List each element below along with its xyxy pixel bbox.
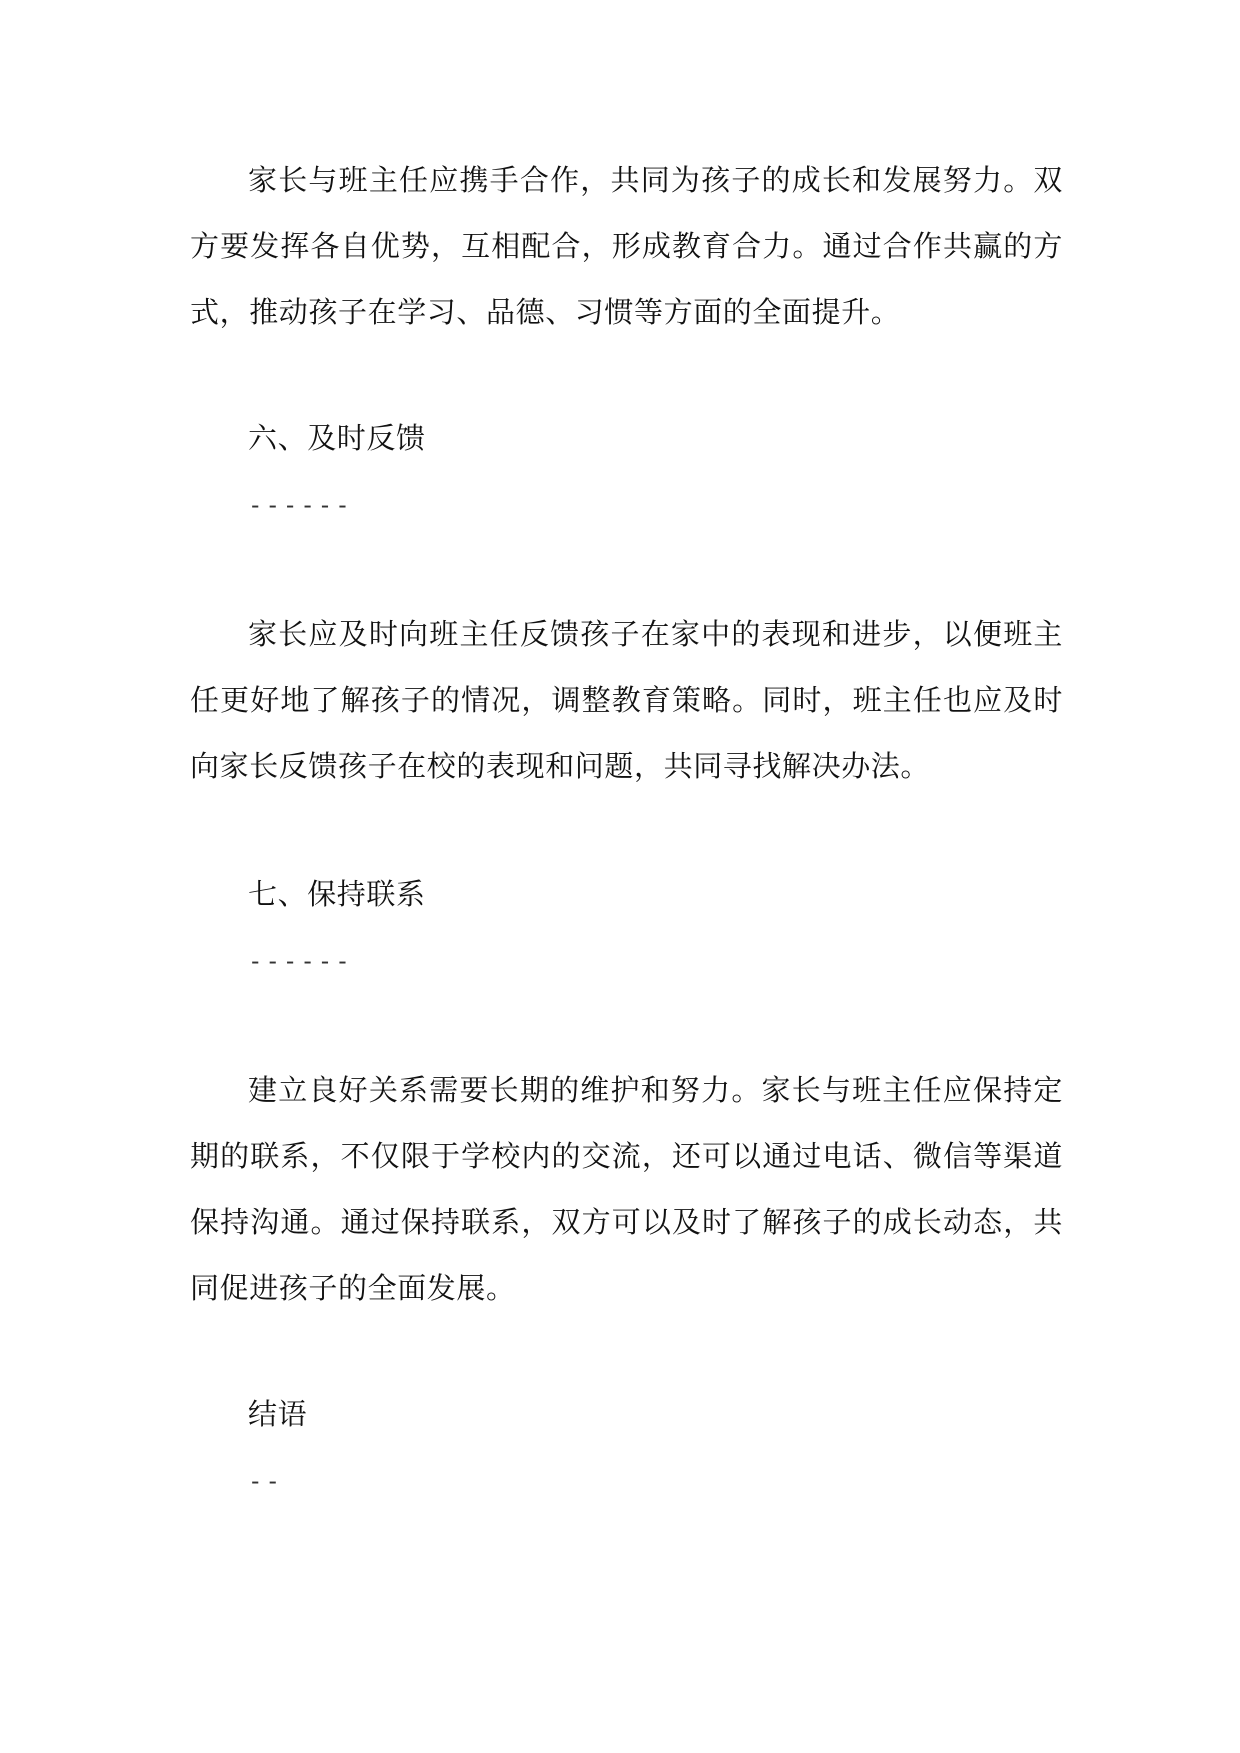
section-divider-contact: ------ — [248, 947, 353, 975]
section-divider-feedback: ------ — [248, 491, 353, 519]
paragraph-cooperation: 家长与班主任应携手合作，共同为孩子的成长和发展努力。双方要发挥各自优势，互相配合，形成教育合力。通过合作共赢的方式，推动孩子在学习、品德、习惯等方面的全面提升。 — [190, 163, 1063, 329]
section-heading-feedback: 六、及时反馈 — [248, 421, 426, 455]
section-divider-conclusion: -- — [248, 1467, 283, 1495]
section-heading-contact: 七、保持联系 — [248, 877, 426, 911]
paragraph-feedback: 家长应及时向班主任反馈孩子在家中的表现和进步，以便班主任更好地了解孩子的情况，调整教育策略。同时，班主任也应及时向家长反馈孩子在校的表现和问题，共同寻找解决办法。 — [190, 617, 1063, 783]
section-heading-conclusion: 结语 — [248, 1397, 308, 1431]
paragraph-contact: 建立良好关系需要长期的维护和努力。家长与班主任应保持定期的联系，不仅限于学校内的交流，还可以通过电话、微信等渠道保持沟通。通过保持联系，双方可以及时了解孩子的成长动态，共同促进孩子的全面发展。 — [190, 1073, 1063, 1305]
